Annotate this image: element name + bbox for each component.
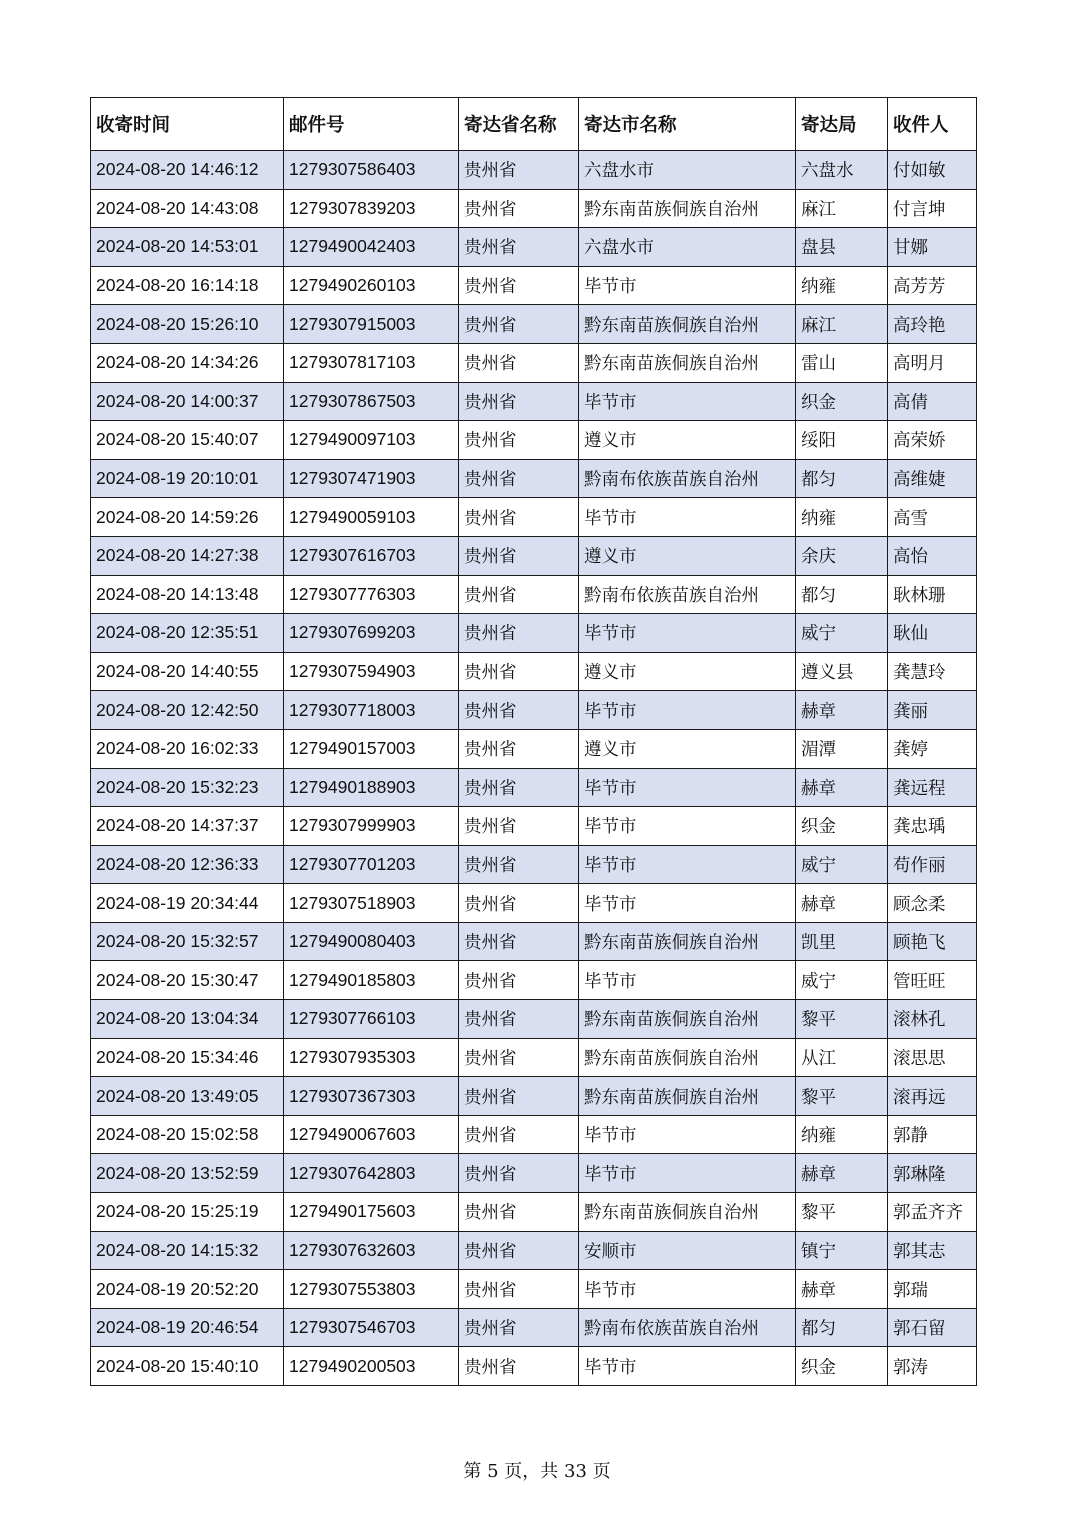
cell-post-office: 纳雍 [796, 266, 888, 305]
cell-province: 贵州省 [459, 729, 579, 768]
cell-mail-number: 1279307915003 [284, 305, 459, 344]
cell-mail-number: 1279490097103 [284, 421, 459, 460]
cell-mail-number: 1279490175603 [284, 1193, 459, 1232]
cell-post-office: 凯里 [796, 922, 888, 961]
cell-city: 黔东南苗族侗族自治州 [579, 1000, 796, 1039]
cell-province: 贵州省 [459, 189, 579, 228]
column-header-city: 寄达市名称 [579, 98, 796, 151]
cell-mail-number: 1279490185803 [284, 961, 459, 1000]
cell-post-office: 都匀 [796, 1308, 888, 1347]
cell-city: 毕节市 [579, 266, 796, 305]
cell-city: 遵义市 [579, 536, 796, 575]
cell-post-office: 赫章 [796, 884, 888, 923]
cell-city: 黔东南苗族侗族自治州 [579, 1038, 796, 1077]
cell-city: 遵义市 [579, 421, 796, 460]
cell-post-office: 都匀 [796, 459, 888, 498]
table-row [91, 151, 977, 190]
table-row [91, 652, 977, 691]
cell-mail-number: 1279307718003 [284, 691, 459, 730]
cell-city: 毕节市 [579, 884, 796, 923]
cell-post-office: 赫章 [796, 691, 888, 730]
cell-recipient: 龚忠瑀 [888, 807, 977, 846]
cell-province: 贵州省 [459, 1231, 579, 1270]
table-row [91, 498, 977, 537]
cell-send-time: 2024-08-19 20:34:44 [91, 884, 284, 923]
cell-city: 黔南布依族苗族自治州 [579, 575, 796, 614]
cell-city: 黔东南苗族侗族自治州 [579, 189, 796, 228]
cell-city: 黔南布依族苗族自治州 [579, 1308, 796, 1347]
table-row [91, 729, 977, 768]
cell-post-office: 纳雍 [796, 1115, 888, 1154]
cell-send-time: 2024-08-20 14:27:38 [91, 536, 284, 575]
cell-recipient: 高玲艳 [888, 305, 977, 344]
cell-province: 贵州省 [459, 498, 579, 537]
mail-records-table [90, 97, 977, 1386]
cell-post-office: 余庆 [796, 536, 888, 575]
cell-city: 毕节市 [579, 382, 796, 421]
table-header-row [91, 98, 977, 151]
cell-city: 六盘水市 [579, 228, 796, 267]
table-row [91, 343, 977, 382]
cell-post-office: 六盘水 [796, 151, 888, 190]
cell-recipient: 高倩 [888, 382, 977, 421]
cell-mail-number: 1279490059103 [284, 498, 459, 537]
cell-mail-number: 1279307586403 [284, 151, 459, 190]
cell-recipient: 甘娜 [888, 228, 977, 267]
cell-recipient: 耿仙 [888, 614, 977, 653]
cell-post-office: 镇宁 [796, 1231, 888, 1270]
table-row [91, 189, 977, 228]
cell-post-office: 麻江 [796, 305, 888, 344]
cell-mail-number: 1279490260103 [284, 266, 459, 305]
cell-city: 毕节市 [579, 807, 796, 846]
table-row [91, 1115, 977, 1154]
cell-city: 毕节市 [579, 961, 796, 1000]
cell-province: 贵州省 [459, 421, 579, 460]
cell-post-office: 威宁 [796, 961, 888, 1000]
cell-send-time: 2024-08-20 12:42:50 [91, 691, 284, 730]
cell-recipient: 高荣娇 [888, 421, 977, 460]
cell-province: 贵州省 [459, 459, 579, 498]
cell-mail-number: 1279307553803 [284, 1270, 459, 1309]
table-row [91, 1193, 977, 1232]
cell-province: 贵州省 [459, 1000, 579, 1039]
table-row [91, 961, 977, 1000]
cell-city: 毕节市 [579, 691, 796, 730]
cell-mail-number: 1279307632603 [284, 1231, 459, 1270]
cell-recipient: 滚再远 [888, 1077, 977, 1116]
cell-recipient: 苟作丽 [888, 845, 977, 884]
cell-send-time: 2024-08-20 12:36:33 [91, 845, 284, 884]
cell-mail-number: 1279307935303 [284, 1038, 459, 1077]
cell-recipient: 龚婷 [888, 729, 977, 768]
cell-province: 贵州省 [459, 1038, 579, 1077]
cell-mail-number: 1279307546703 [284, 1308, 459, 1347]
cell-post-office: 赫章 [796, 1270, 888, 1309]
cell-mail-number: 1279307471903 [284, 459, 459, 498]
cell-province: 贵州省 [459, 228, 579, 267]
cell-recipient: 顾念柔 [888, 884, 977, 923]
cell-mail-number: 1279307817103 [284, 343, 459, 382]
column-header-recipient: 收件人 [888, 98, 977, 151]
cell-send-time: 2024-08-20 15:32:57 [91, 922, 284, 961]
cell-province: 贵州省 [459, 691, 579, 730]
cell-mail-number: 1279307701203 [284, 845, 459, 884]
cell-city: 黔东南苗族侗族自治州 [579, 343, 796, 382]
cell-mail-number: 1279307839203 [284, 189, 459, 228]
cell-recipient: 耿林珊 [888, 575, 977, 614]
cell-send-time: 2024-08-20 14:13:48 [91, 575, 284, 614]
table-row [91, 768, 977, 807]
cell-send-time: 2024-08-20 14:46:12 [91, 151, 284, 190]
cell-send-time: 2024-08-20 16:02:33 [91, 729, 284, 768]
cell-recipient: 龚丽 [888, 691, 977, 730]
cell-send-time: 2024-08-20 15:40:10 [91, 1347, 284, 1386]
cell-post-office: 威宁 [796, 614, 888, 653]
cell-recipient: 滚林孔 [888, 1000, 977, 1039]
cell-province: 贵州省 [459, 884, 579, 923]
cell-mail-number: 1279307594903 [284, 652, 459, 691]
cell-send-time: 2024-08-20 15:25:19 [91, 1193, 284, 1232]
cell-recipient: 郭其志 [888, 1231, 977, 1270]
cell-city: 遵义市 [579, 729, 796, 768]
cell-province: 贵州省 [459, 1270, 579, 1309]
cell-recipient: 郭琳隆 [888, 1154, 977, 1193]
cell-send-time: 2024-08-19 20:10:01 [91, 459, 284, 498]
cell-mail-number: 1279307616703 [284, 536, 459, 575]
table-row [91, 1154, 977, 1193]
cell-province: 贵州省 [459, 1115, 579, 1154]
cell-province: 贵州省 [459, 1154, 579, 1193]
cell-province: 贵州省 [459, 305, 579, 344]
cell-recipient: 付言坤 [888, 189, 977, 228]
cell-send-time: 2024-08-20 15:34:46 [91, 1038, 284, 1077]
cell-province: 贵州省 [459, 266, 579, 305]
cell-recipient: 郭石留 [888, 1308, 977, 1347]
cell-send-time: 2024-08-20 12:35:51 [91, 614, 284, 653]
cell-recipient: 龚慧玲 [888, 652, 977, 691]
table-row [91, 536, 977, 575]
column-header-province: 寄达省名称 [459, 98, 579, 151]
cell-mail-number: 1279307776303 [284, 575, 459, 614]
cell-send-time: 2024-08-20 15:02:58 [91, 1115, 284, 1154]
cell-recipient: 高维婕 [888, 459, 977, 498]
cell-post-office: 遵义县 [796, 652, 888, 691]
cell-post-office: 织金 [796, 807, 888, 846]
cell-post-office: 织金 [796, 382, 888, 421]
cell-mail-number: 1279490188903 [284, 768, 459, 807]
cell-recipient: 管旺旺 [888, 961, 977, 1000]
cell-send-time: 2024-08-20 14:15:32 [91, 1231, 284, 1270]
table-row [91, 1231, 977, 1270]
cell-mail-number: 1279307642803 [284, 1154, 459, 1193]
cell-province: 贵州省 [459, 575, 579, 614]
cell-recipient: 滚思思 [888, 1038, 977, 1077]
cell-post-office: 威宁 [796, 845, 888, 884]
cell-post-office: 雷山 [796, 343, 888, 382]
cell-city: 毕节市 [579, 845, 796, 884]
table-row [91, 266, 977, 305]
cell-send-time: 2024-08-20 15:40:07 [91, 421, 284, 460]
cell-post-office: 织金 [796, 1347, 888, 1386]
cell-city: 毕节市 [579, 498, 796, 537]
cell-post-office: 赫章 [796, 1154, 888, 1193]
table-row [91, 807, 977, 846]
cell-recipient: 高芳芳 [888, 266, 977, 305]
cell-city: 六盘水市 [579, 151, 796, 190]
cell-mail-number: 1279490200503 [284, 1347, 459, 1386]
table-row [91, 459, 977, 498]
cell-send-time: 2024-08-19 20:52:20 [91, 1270, 284, 1309]
cell-recipient: 高明月 [888, 343, 977, 382]
cell-recipient: 郭瑞 [888, 1270, 977, 1309]
cell-send-time: 2024-08-19 20:46:54 [91, 1308, 284, 1347]
cell-city: 黔东南苗族侗族自治州 [579, 305, 796, 344]
cell-city: 黔南布依族苗族自治州 [579, 459, 796, 498]
cell-send-time: 2024-08-20 14:43:08 [91, 189, 284, 228]
cell-city: 毕节市 [579, 1154, 796, 1193]
column-header-send-time: 收寄时间 [91, 98, 284, 151]
cell-post-office: 麻江 [796, 189, 888, 228]
cell-recipient: 高怡 [888, 536, 977, 575]
column-header-mail-number: 邮件号 [284, 98, 459, 151]
cell-recipient: 郭涛 [888, 1347, 977, 1386]
cell-mail-number: 1279490067603 [284, 1115, 459, 1154]
cell-send-time: 2024-08-20 15:30:47 [91, 961, 284, 1000]
table-row [91, 614, 977, 653]
cell-recipient: 顾艳飞 [888, 922, 977, 961]
cell-province: 贵州省 [459, 536, 579, 575]
cell-send-time: 2024-08-20 14:59:26 [91, 498, 284, 537]
table-row [91, 884, 977, 923]
cell-mail-number: 1279490157003 [284, 729, 459, 768]
cell-province: 贵州省 [459, 151, 579, 190]
cell-province: 贵州省 [459, 845, 579, 884]
cell-province: 贵州省 [459, 652, 579, 691]
cell-send-time: 2024-08-20 13:04:34 [91, 1000, 284, 1039]
table-row [91, 575, 977, 614]
table-row [91, 228, 977, 267]
cell-mail-number: 1279490080403 [284, 922, 459, 961]
cell-city: 毕节市 [579, 1270, 796, 1309]
cell-mail-number: 1279490042403 [284, 228, 459, 267]
cell-mail-number: 1279307518903 [284, 884, 459, 923]
cell-recipient: 龚远程 [888, 768, 977, 807]
cell-send-time: 2024-08-20 14:00:37 [91, 382, 284, 421]
cell-city: 黔东南苗族侗族自治州 [579, 1077, 796, 1116]
cell-send-time: 2024-08-20 14:34:26 [91, 343, 284, 382]
cell-city: 遵义市 [579, 652, 796, 691]
cell-city: 安顺市 [579, 1231, 796, 1270]
page-number-footer: 第 5 页，共 33 页 [463, 1461, 611, 1482]
table-row [91, 845, 977, 884]
column-header-post-office: 寄达局 [796, 98, 888, 151]
cell-mail-number: 1279307367303 [284, 1077, 459, 1116]
cell-city: 黔东南苗族侗族自治州 [579, 1193, 796, 1232]
cell-recipient: 付如敏 [888, 151, 977, 190]
cell-province: 贵州省 [459, 961, 579, 1000]
cell-recipient: 郭孟齐齐 [888, 1193, 977, 1232]
cell-send-time: 2024-08-20 14:53:01 [91, 228, 284, 267]
cell-province: 贵州省 [459, 343, 579, 382]
cell-post-office: 赫章 [796, 768, 888, 807]
cell-send-time: 2024-08-20 15:26:10 [91, 305, 284, 344]
table-body [91, 151, 977, 1386]
cell-send-time: 2024-08-20 13:49:05 [91, 1077, 284, 1116]
cell-mail-number: 1279307699203 [284, 614, 459, 653]
cell-post-office: 黎平 [796, 1077, 888, 1116]
cell-province: 贵州省 [459, 1077, 579, 1116]
cell-city: 毕节市 [579, 768, 796, 807]
cell-mail-number: 1279307766103 [284, 1000, 459, 1039]
cell-province: 贵州省 [459, 614, 579, 653]
cell-send-time: 2024-08-20 14:40:55 [91, 652, 284, 691]
cell-province: 贵州省 [459, 1347, 579, 1386]
cell-mail-number: 1279307867503 [284, 382, 459, 421]
table-row [91, 1270, 977, 1309]
cell-recipient: 郭静 [888, 1115, 977, 1154]
table-row [91, 1308, 977, 1347]
cell-post-office: 从江 [796, 1038, 888, 1077]
cell-send-time: 2024-08-20 16:14:18 [91, 266, 284, 305]
cell-province: 贵州省 [459, 922, 579, 961]
table-row [91, 1000, 977, 1039]
table-row [91, 691, 977, 730]
cell-mail-number: 1279307999903 [284, 807, 459, 846]
cell-post-office: 黎平 [796, 1000, 888, 1039]
cell-post-office: 盘县 [796, 228, 888, 267]
cell-city: 黔东南苗族侗族自治州 [579, 922, 796, 961]
cell-post-office: 绥阳 [796, 421, 888, 460]
table-row [91, 382, 977, 421]
table-row [91, 421, 977, 460]
cell-city: 毕节市 [579, 614, 796, 653]
cell-send-time: 2024-08-20 14:37:37 [91, 807, 284, 846]
table-row [91, 1347, 977, 1386]
table-row [91, 305, 977, 344]
table-row [91, 922, 977, 961]
cell-city: 毕节市 [579, 1347, 796, 1386]
cell-recipient: 高雪 [888, 498, 977, 537]
table-row [91, 1077, 977, 1116]
cell-province: 贵州省 [459, 1193, 579, 1232]
cell-city: 毕节市 [579, 1115, 796, 1154]
table-row [91, 1038, 977, 1077]
cell-post-office: 黎平 [796, 1193, 888, 1232]
cell-send-time: 2024-08-20 15:32:23 [91, 768, 284, 807]
cell-send-time: 2024-08-20 13:52:59 [91, 1154, 284, 1193]
cell-post-office: 都匀 [796, 575, 888, 614]
cell-province: 贵州省 [459, 768, 579, 807]
cell-post-office: 湄潭 [796, 729, 888, 768]
cell-province: 贵州省 [459, 807, 579, 846]
cell-province: 贵州省 [459, 382, 579, 421]
cell-province: 贵州省 [459, 1308, 579, 1347]
cell-post-office: 纳雍 [796, 498, 888, 537]
